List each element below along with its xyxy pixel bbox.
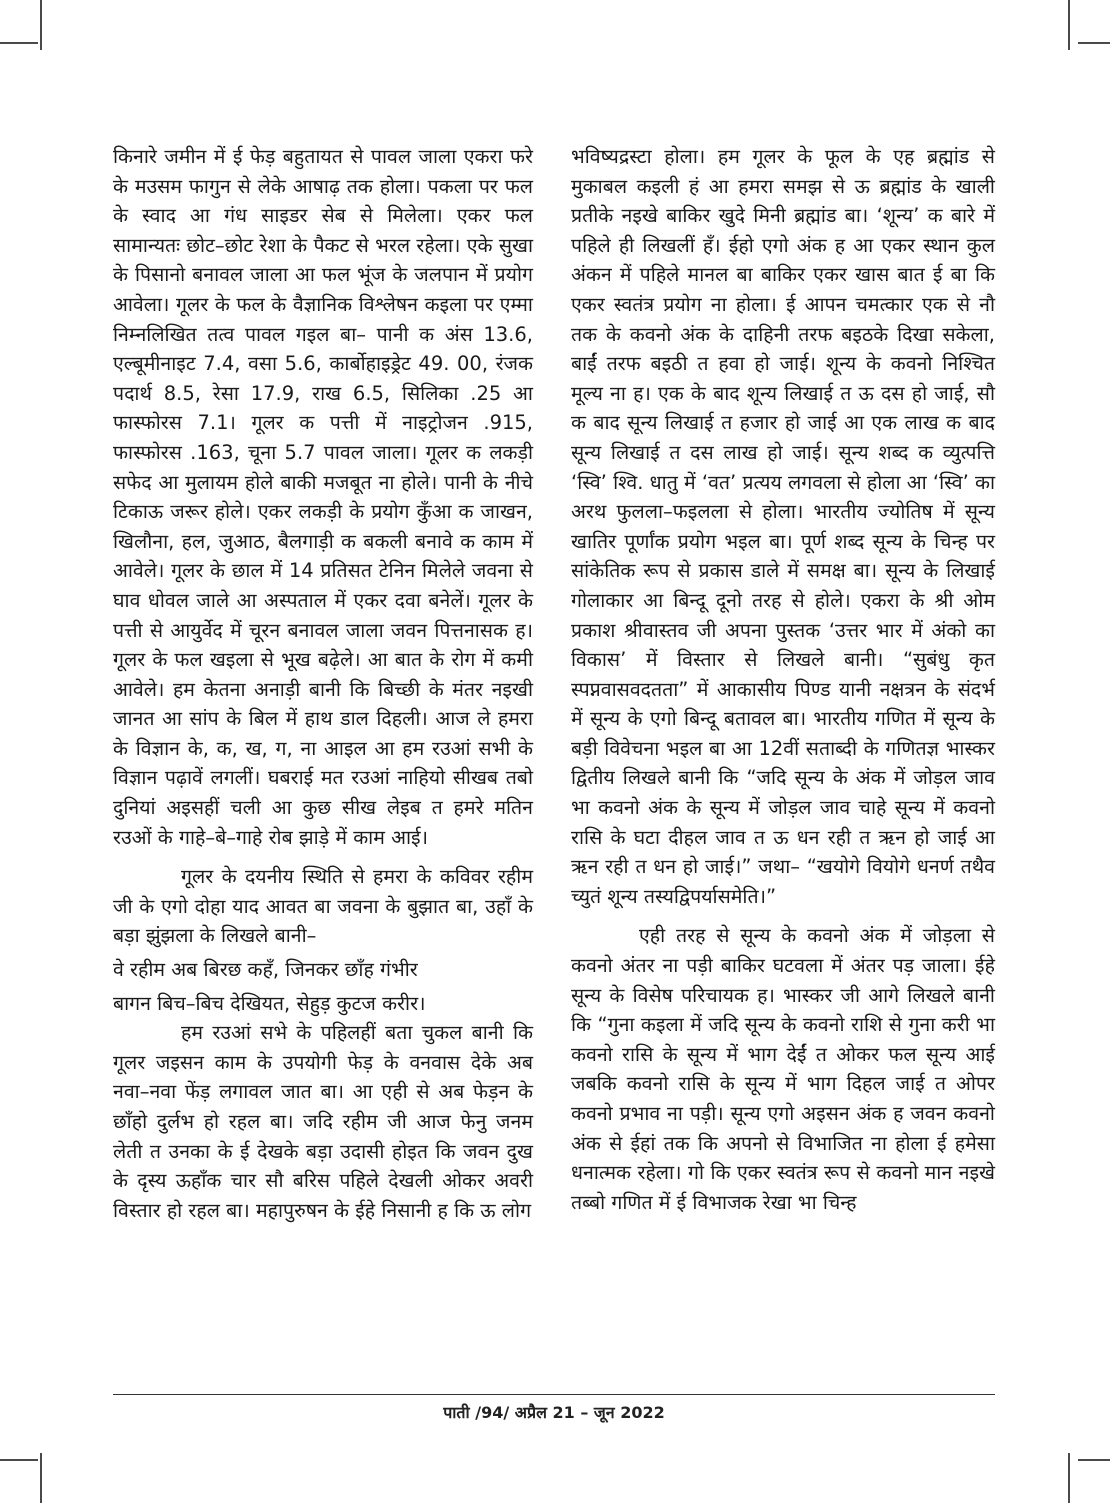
page-footer: पाती /94/ अप्रैल 21 – जून 2022	[443, 1403, 665, 1422]
crop-mark-top-left-h	[0, 42, 38, 44]
right-paragraph-1: भविष्यद्रस्टा होला। हम गूलर के फूल के एह ब्रह्मांड से मुकाबल कइली हं आ हमरा समझ से ऊ ब्रह्मांड के खाली प्रतीके नइखे बाकिर खुदे मिनी ब्रह्मांड बा। ‘शून्य’ क बारे में पहिले ही लिखलीं हँ। ईहो एगो अंक ह आ एकर स्थान कुल अंकन में पहिले मानल बा बाकिर एकर खास बात ई बा कि एकर स्वतंत्र प्रयोग ना होला। ई आपन चमत्कार एक से नौ तक के कवनो अंक के दाहिनी तरफ बइठके दिखा सकेला, बाईं तरफ बइठी त हवा हो जाई। शून्य के कवनो निश्चित मूल्य ना ह। एक के बाद शून्य लिखाई त ऊ दस हो जाई, सौ क बाद सून्य लिखाई त हजार हो जाई आ एक लाख क बाद सून्य लिखाई त दस लाख हो जाई। सून्य शब्द क व्युत्पत्ति ‘स्वि’ श्वि. धातु में ‘वत’ प्रत्यय लगवला से होला आ ‘स्वि’ का अरथ फुलला–फइलला से होला। भारतीय ज्योतिष में सून्य खातिर पूर्णांक प्रयोग भइल बा। पूर्ण शब्द सून्य के चिन्ह पर सांकेतिक रूप से प्रकास डाले में समक्ष बा। सून्य के लिखाई गोलाकार आ बिन्दू दूनो तरह से होले। एकरा के श्री ओम प्रकाश श्रीवास्तव जी अपना पुस्तक ‘उत्तर भार में अंको का विकास’ में विस्तार से लिखले बानी। “सुबंधु कृत स्पप्नवासवदतता” में आकासीय पिण्ड यानी नक्षत्रन के संदर्भ में सून्य के एगो बिन्दू बतावल बा। भारतीय गणित में सून्य के बड़ी विवेचना भइल बा आ 12वीं सताब्दी के गणितज्ञ भास्कर द्वितीय लिखले बानी कि “जदि सून्य के अंक में जोड़ल जाव भा कवनो अंक के सून्य में जोड़ल जाव चाहे सून्य में कवनो रासि के घटा दीहल जाव त ऊ धन रही त ऋन हो जाई आ ऋन रही त धन हो जाई।” जथा– “खयोगे वियोगे धनर्ण तथैव च्युतं शून्य तस्यद्विपर्यासमेति।”	[571, 145, 995, 908]
crop-mark-top-right-v	[1068, 0, 1070, 50]
crop-mark-bottom-left-h	[0, 1459, 38, 1461]
crop-mark-bottom-right-h	[1078, 1459, 1110, 1461]
left-paragraph-2: गूलर के दयनीय स्थिति से हमरा के कविवर रहीम जी के एगो दोहा याद आवत बा जवना के बुझात बा, उहाँ के बड़ा झुंझला के लिखले बानी–	[113, 865, 533, 948]
footer-rule	[113, 1394, 995, 1395]
left-column	[113, 142, 533, 1225]
right-paragraph-2: एही तरह से सून्य के कवनो अंक में जोड़ला से कवनो अंतर ना पड़ी बाकिर घटवला में अंतर पड़ जाला। ईहे सून्य के विसेष परिचायक ह। भास्कर जी आगे लिखले बानी कि “गुना कइला में जदि सून्य के कवनो राशि से गुना करी भा कवनो रासि के सून्य में भाग देईं त ओकर फल सून्य आई जबकि कवनो रासि के सून्य में भाग दिहल जाई त ओपर कवनो प्रभाव ना पड़ी। सून्य एगो अइसन अंक ह जवन कवनो अंक से ईहां तक कि अपनो से विभाजित ना होला ई हमेसा धनात्मक रहेला। गो कि एकर स्वतंत्र रूप से कवनो मान नइखे तब्बो गणित में ई विभाजक रेखा भा चिन्ह	[571, 924, 995, 1214]
left-paragraph-1: किनारे जमीन में ई फेड़ बहुतायत से पावल जाला एकरा फरे के मउसम फागुन से लेके आषाढ़ तक होला। पकला पर फल के स्वाद आ गंध साइडर सेब से मिलेला। एकर फल सामान्यतः छोट–छोट रेशा के पैकट से भरल रहेला। एके सुखा के पिसानो बनावल जाला आ फल भूंज के जलपान में प्रयोग आवेला। गूलर के फल के वैज्ञानिक विश्लेषन कइला पर एम्मा निम्नलिखित तत्व पावल गइल बा– पानी क अंस 13.6, एल्बूमीनाइट 7.4, वसा 5.6, कार्बोहाइड्रेट 49. 00, रंजक पदार्थ 8.5, रेसा 17.9, राख 6.5, सिलिका .25 आ फास्फोरस 7.1। गूलर क पत्ती में नाइट्रोजन .915, फास्फोरस .163, चूना 5.7 पावल जाला। गूलर क लकड़ी सफेद आ मुलायम होले बाकी मजबूत ना होले। पानी के नीचे टिकाऊ जरूर होले। एकर लकड़ी के प्रयोग कुँआ क जाखन, खिलौना, हल, जुआठ, बैलगाड़ी क बकली बनावे क काम में आवेले। गूलर के छाल में 14 प्रतिसत टेनिन मिलेले जवना से घाव धोवल जाले आ अस्पताल में एकर दवा बनेलें। गूलर के पत्ती से आयुर्वेद में चूरन बनावल जाला जवन पित्तनासक ह। गूलर के फल खइला से भूख बढ़ेले। आ बात के रोग में कमी आवेले। हम केतना अनाड़ी बानी कि बिच्छी के मंतर नइखी जानत आ सांप के बिल में हाथ डाल दिहली। आज ले हमरा के विज्ञान के, क, ख, ग, ना आइल आ हम रउआं सभी के विज्ञान पढ़ावें लगलीं। घबराई मत रउआं नाहियो सीखब तबो दुनियां अइसहीं चली आ कुछ सीख लेइब त हमरे मतिन रउओं के गाहे–बे–गाहे रोब झाड़े में काम आई।	[113, 145, 533, 849]
crop-mark-top-right-h	[1078, 42, 1110, 44]
crop-mark-top-left-v	[40, 0, 42, 50]
doha-line-2: बागन बिच–बिच देखियत, सेहुड़ कुटज करीर।	[113, 991, 426, 1015]
crop-mark-bottom-left-v	[40, 1453, 42, 1503]
left-paragraph-3: हम रउआं सभे के पहिलहीं बता चुकल बानी कि गूलर जइसन काम के उपयोगी फेड़ के वनवास देके अब नवा–नवा फेंड़ लगावल जात बा। आ एही से अब फेड़न के छाँहो दुर्लभ हो रहल बा। जदि रहीम जी आज फेनु जनम लेती त उनका के ई देखके बड़ा उदासी होइत कि जवन दुख के दृस्य ऊहाँक चार सौ बरिस पहिले देखली ओकर अवरी विस्तार हो रहल बा। महापुरुषन के ईहे निसानी ह कि ऊ लोग	[113, 1021, 533, 1222]
right-column	[571, 142, 995, 1217]
crop-mark-bottom-right-v	[1068, 1453, 1070, 1503]
doha-line-1: वे रहीम अब बिरछ कहँ, जिनकर छाँह गंभीर	[113, 958, 418, 982]
